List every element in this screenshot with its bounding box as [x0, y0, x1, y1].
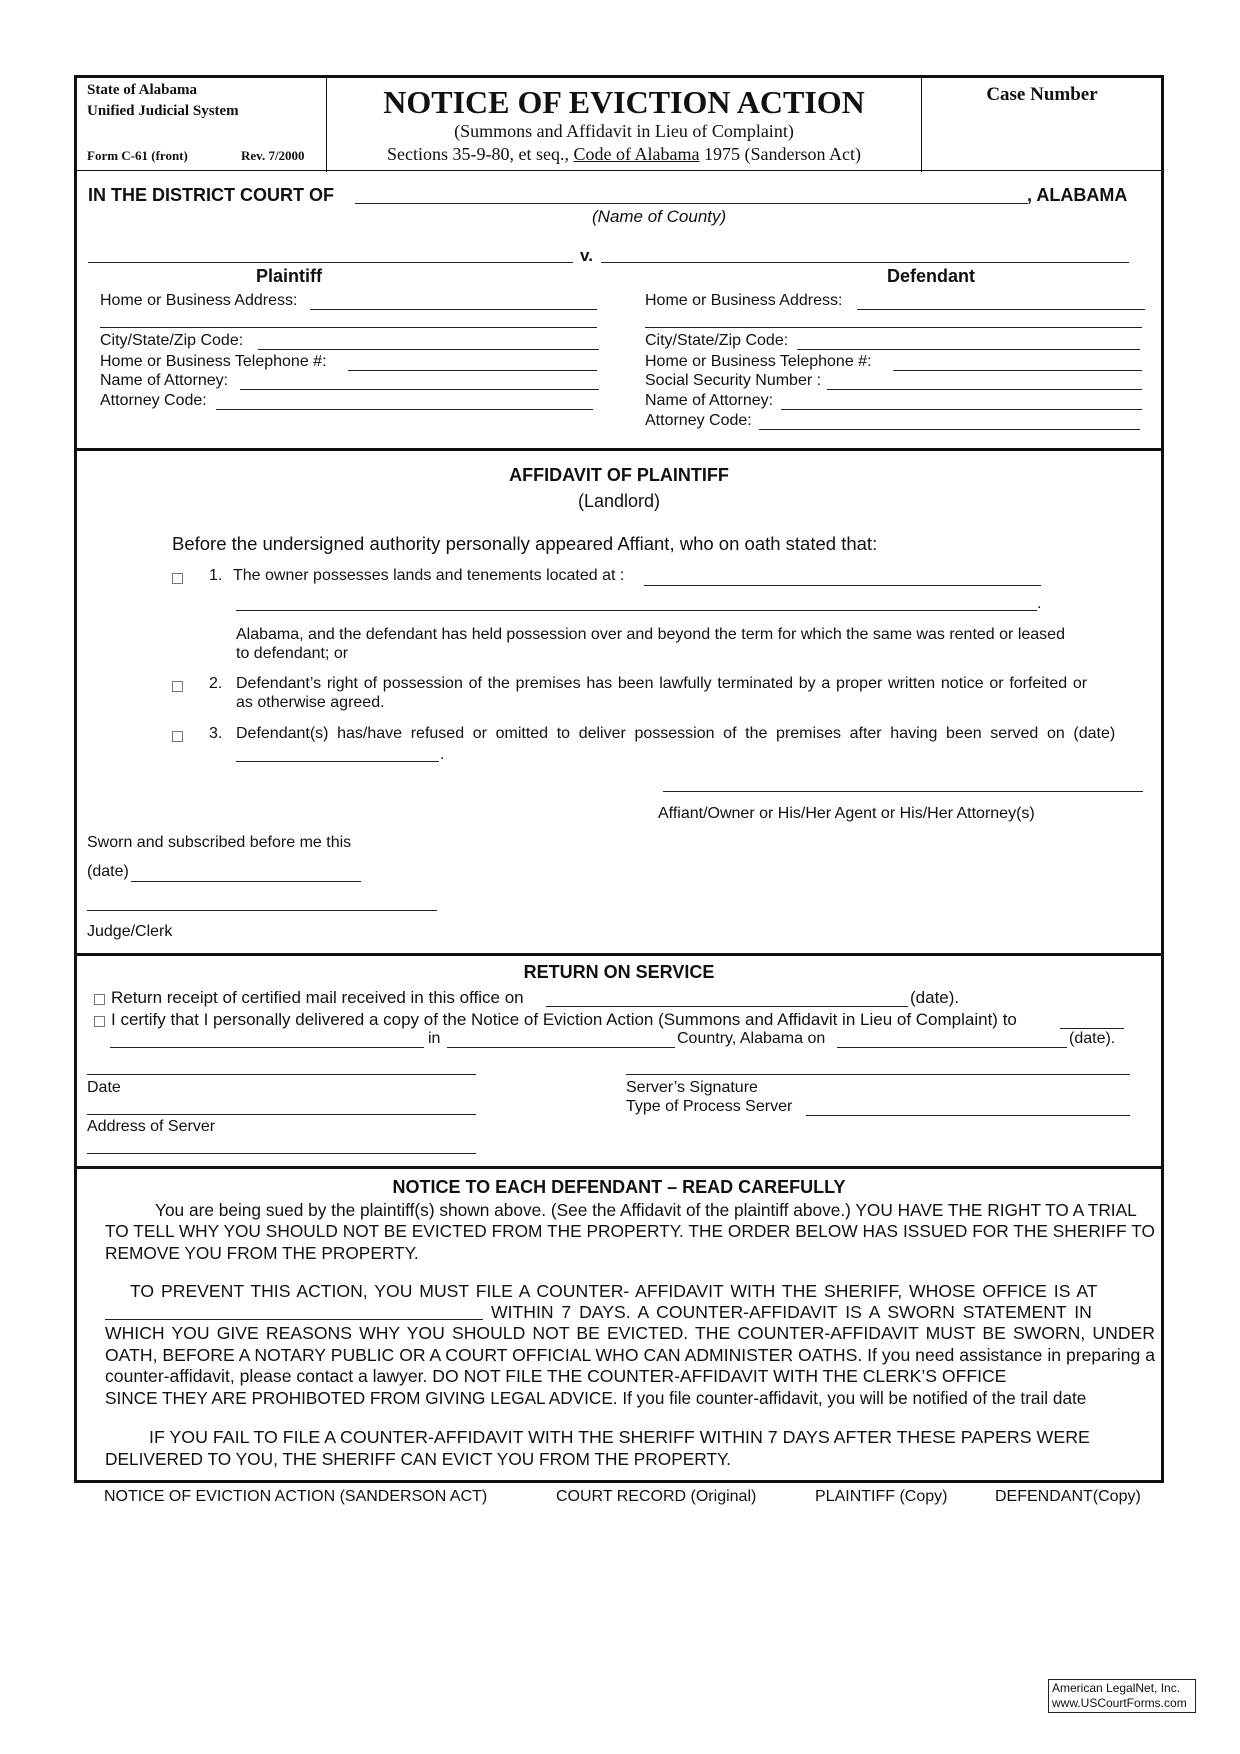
- revision: Rev. 7/2000: [241, 148, 305, 163]
- form-id: Form C-61 (front): [87, 148, 188, 163]
- statute-reference: [327, 144, 921, 165]
- service-country-label: Country, Alabama on: [677, 1030, 826, 1047]
- affidavit-title: AFFIDAVIT OF PLAINTIFF: [509, 465, 729, 485]
- receipt-text: Return receipt of certified mail received in this office on: [111, 988, 524, 1007]
- plaintiff-phone-field[interactable]: [348, 370, 597, 371]
- server-address-label: Address of Server: [87, 1118, 216, 1135]
- affidavit-intro: Before the undersigned authority personally appeared Affiant, who on oath stated that:: [172, 533, 878, 554]
- notice-p3-first: IF YOU FAIL TO FILE A COUNTER-AFFIDAVIT WITH THE SHERIFF WITHIN 7 DAYS AFTER THESE PAPERS WERE: [149, 1427, 1090, 1447]
- process-server-type-field[interactable]: [806, 1115, 1130, 1116]
- plaintiff-attorney-code-field[interactable]: [216, 409, 593, 410]
- item3-period: .: [440, 746, 445, 763]
- item1-checkbox[interactable]: [172, 573, 183, 584]
- notice-p2-last: SINCE THEY ARE PROHIBOTED FROM GIVING LEGAL ADVICE. If you file counter-affidavit, you will be notified of the trail date: [105, 1388, 1087, 1408]
- system-label: Unified Judicial System: [87, 103, 239, 119]
- state-label: State of Alabama: [87, 82, 197, 98]
- service-date-field-line[interactable]: [87, 1074, 476, 1075]
- service-date-end: (date).: [1069, 1030, 1116, 1047]
- plaintiff-heading: Plaintiff: [256, 266, 322, 286]
- header-rule: [76, 170, 1162, 171]
- affidavit-rule: [76, 953, 1162, 956]
- case-number-label: Case Number: [986, 84, 1098, 105]
- defendant-attorney-field[interactable]: [781, 409, 1142, 410]
- court-label: IN THE DISTRICT COURT OF: [88, 185, 334, 205]
- server-address-field-2[interactable]: [87, 1153, 476, 1154]
- defendant-attorney-code-field[interactable]: [759, 429, 1140, 430]
- item2-text: Defendant’s right of possession of the premises has been lawfully terminated by a proper written notice or forfeited or: [236, 675, 1088, 692]
- sworn-text: Sworn and subscribed before me this: [87, 834, 352, 851]
- statute-sections: Sections 35-9-80, et seq.,: [387, 144, 574, 164]
- plaintiff-address-field-2[interactable]: [100, 327, 597, 328]
- notice-p3-last: DELIVERED TO YOU, THE SHERIFF CAN EVICT YOU FROM THE PROPERTY.: [105, 1449, 732, 1469]
- defendant-ssn-label: Social Security Number :: [645, 372, 822, 389]
- affiant-signature-field[interactable]: [663, 791, 1143, 792]
- item1-continuation-2: to defendant; or: [236, 645, 349, 662]
- item2-number: 2.: [209, 675, 223, 692]
- affidavit-subtitle: (Landlord): [577, 491, 661, 511]
- service-date-on-field[interactable]: [837, 1047, 1067, 1048]
- defendant-city-label: City/State/Zip Code:: [645, 332, 789, 349]
- plaintiff-attorney-field[interactable]: [240, 389, 599, 390]
- certify-checkbox[interactable]: [94, 1016, 105, 1027]
- certify-text: I certify that I personally delivered a copy of the Notice of Eviction Action (Summons and Affidavit in Lieu of Complaint) to: [111, 1010, 1017, 1029]
- notice-title: NOTICE TO EACH DEFENDANT – READ CAREFULLY: [392, 1177, 846, 1197]
- plaintiff-city-field[interactable]: [258, 349, 599, 350]
- server-address-field[interactable]: [87, 1114, 476, 1115]
- item3-text: Defendant(s) has/have refused or omitted to deliver possession of the premises after having been served on (date): [236, 725, 1116, 742]
- plaintiff-name-field[interactable]: [88, 262, 573, 263]
- defendant-address-field-2[interactable]: [645, 327, 1142, 328]
- judge-signature-field[interactable]: [87, 910, 437, 911]
- premises-location-field-2[interactable]: [236, 610, 1037, 611]
- defendant-attorney-label: Name of Attorney:: [645, 392, 774, 409]
- footer-plaintiff-copy: PLAINTIFF (Copy): [815, 1488, 948, 1505]
- item3-checkbox[interactable]: [172, 731, 183, 742]
- versus-label: v.: [580, 246, 593, 265]
- notice-p2-rest: WHICH YOU GIVE REASONS WHY YOU SHOULD NOT BE EVICTED. THE COUNTER-AFFIDAVIT MUST BE SWORN, UNDER OATH, BEFORE A NOTARY PUBLIC OR A COURT OFFICIAL WHO CAN ADMINISTER OATHS. If you need assistance in preparing a counter-affidavit, please contact a lawyer. DO NOT FILE THE COUNTER-AFFIDAVIT WITH THE CLERK’S OFFICE: [105, 1323, 1155, 1386]
- form-subtitle: (Summons and Affidavit in Lieu of Complaint): [454, 121, 794, 141]
- receipt-date-suffix: (date).: [910, 988, 960, 1007]
- plaintiff-address-label: Home or Business Address:: [100, 292, 298, 309]
- process-server-type-label: Type of Process Server: [626, 1098, 793, 1115]
- plaintiff-attorney-label: Name of Attorney:: [100, 372, 229, 389]
- affiant-signature-caption: Affiant/Owner or His/Her Agent or His/Her Attorney(s): [658, 805, 1035, 822]
- plaintiff-phone-label: Home or Business Telephone #:: [100, 353, 327, 370]
- publisher-name: American LegalNet, Inc.: [1052, 1681, 1181, 1695]
- footer-document: NOTICE OF EVICTION ACTION (SANDERSON ACT): [104, 1488, 488, 1505]
- judge-clerk-label: Judge/Clerk: [87, 923, 173, 940]
- parties-rule: [76, 448, 1162, 451]
- delivered-to-field-2[interactable]: [110, 1047, 424, 1048]
- defendant-address-label: Home or Business Address:: [645, 292, 843, 309]
- service-date-field[interactable]: [236, 761, 439, 762]
- plaintiff-attorney-code-label: Attorney Code:: [100, 392, 207, 409]
- publisher-website[interactable]: www.USCourtForms.com: [1052, 1696, 1187, 1710]
- sworn-date-field[interactable]: [131, 881, 361, 882]
- notice-p2-first: TO PREVENT THIS ACTION, YOU MUST FILE A COUNTER- AFFIDAVIT WITH THE SHERIFF, WHOSE OFFICE IS AT: [130, 1281, 1098, 1301]
- sworn-date-label: (date): [87, 863, 129, 880]
- statute-code: Code of Alabama: [573, 144, 700, 164]
- service-title: RETURN ON SERVICE: [523, 962, 715, 982]
- receipt-date-field[interactable]: [546, 1006, 908, 1007]
- delivered-to-field[interactable]: [1060, 1028, 1124, 1029]
- footer-defendant-copy: DEFENDANT(Copy): [995, 1488, 1141, 1505]
- notice-p1-rest: TO TELL WHY YOU SHOULD NOT BE EVICTED FROM THE PROPERTY. THE ORDER BELOW HAS ISSUED FOR THE SHERIFF TO REMOVE YOU FROM THE PROPERTY.: [105, 1221, 1155, 1263]
- premises-location-field[interactable]: [644, 585, 1041, 586]
- defendant-ssn-field[interactable]: [827, 389, 1142, 390]
- service-county-field[interactable]: [447, 1047, 675, 1048]
- footer-court-record: COURT RECORD (Original): [556, 1488, 757, 1505]
- receipt-checkbox[interactable]: [94, 994, 105, 1005]
- statute-act: 1975 (Sanderson Act): [699, 144, 861, 164]
- server-signature-field[interactable]: [626, 1074, 1130, 1075]
- plaintiff-city-label: City/State/Zip Code:: [100, 332, 244, 349]
- item1-text: The owner possesses lands and tenements located at :: [233, 567, 625, 584]
- item3-number: 3.: [209, 725, 223, 742]
- county-caption: (Name of County): [592, 207, 727, 226]
- court-state: , ALABAMA: [1027, 185, 1128, 205]
- defendant-phone-label: Home or Business Telephone #:: [645, 353, 872, 370]
- defendant-attorney-code-label: Attorney Code:: [645, 412, 752, 429]
- service-in-label: in: [428, 1030, 441, 1047]
- item2-checkbox[interactable]: [172, 681, 183, 692]
- publisher-stamp: [1048, 1679, 1196, 1713]
- defendant-city-field[interactable]: [797, 349, 1140, 350]
- service-date-label: Date: [87, 1079, 121, 1096]
- form-frame: [74, 75, 1164, 1483]
- server-signature-label: Server’s Signature: [626, 1079, 758, 1096]
- county-field[interactable]: [355, 203, 1028, 204]
- item2-text-2: as otherwise agreed.: [236, 694, 385, 711]
- defendant-name-field[interactable]: [601, 262, 1129, 263]
- notice-p2-second: WITHIN 7 DAYS. A COUNTER-AFFIDAVIT IS A SWORN STATEMENT IN: [491, 1302, 1092, 1322]
- defendant-address-field[interactable]: [857, 309, 1145, 310]
- form-title: NOTICE OF EVICTION ACTION: [383, 84, 865, 120]
- plaintiff-address-field[interactable]: [310, 309, 597, 310]
- defendant-phone-field[interactable]: [893, 370, 1142, 371]
- defendant-heading: Defendant: [887, 266, 976, 286]
- item1-continuation: Alabama, and the defendant has held possession over and beyond the term for which the same was rented or leased: [236, 626, 1065, 643]
- notice-p1-first: You are being sued by the plaintiff(s) shown above. (See the Affidavit of the plaintiff above.) YOU HAVE THE RIGHT TO A TRIAL: [155, 1200, 1137, 1220]
- service-rule: [76, 1166, 1162, 1169]
- case-number-field[interactable]: [926, 110, 1158, 168]
- item1-period: .: [1037, 595, 1042, 612]
- sheriff-office-field[interactable]: [105, 1319, 483, 1320]
- item1-number: 1.: [209, 567, 223, 584]
